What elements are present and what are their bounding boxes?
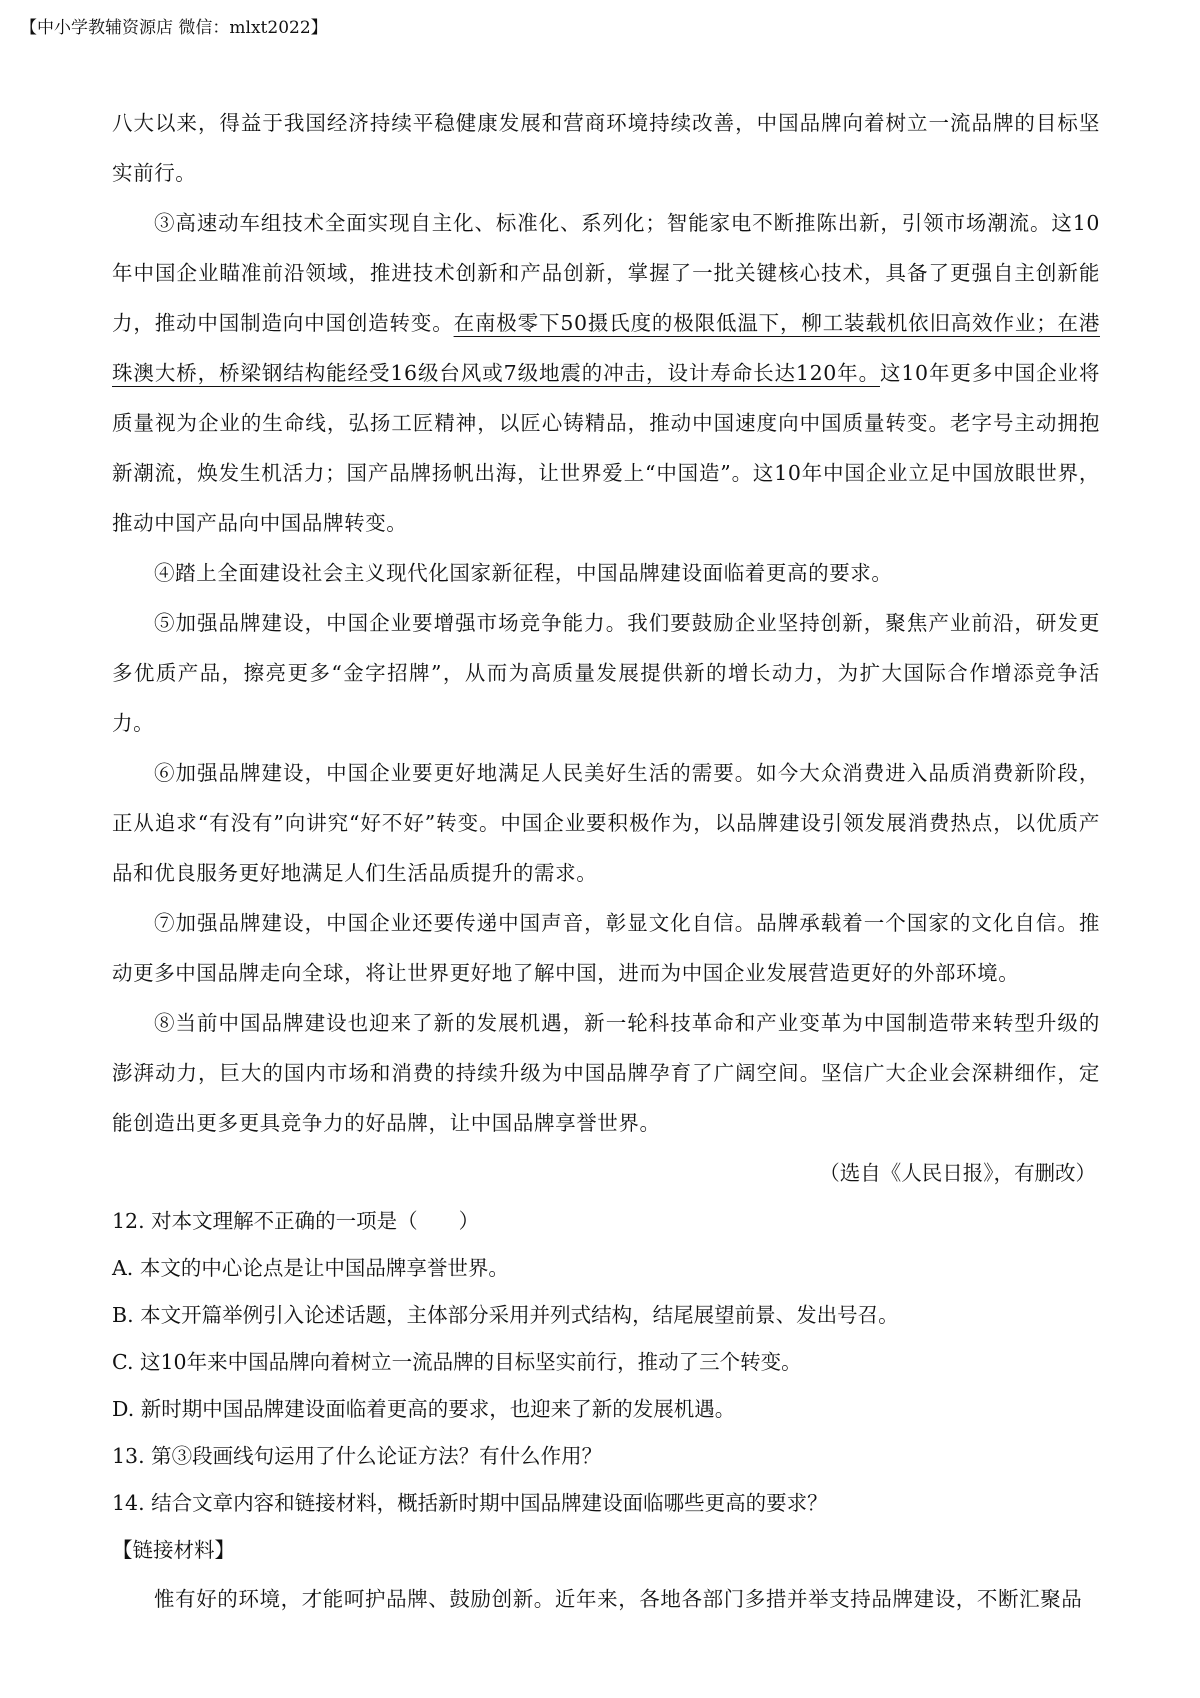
question-12-option-d: D. 新时期中国品牌建设面临着更高的要求，也迎来了新的发展机遇。 bbox=[112, 1397, 736, 1421]
article-paragraph-8: ⑧当前中国品牌建设也迎来了新的发展机遇，新一轮科技革命和产业变革为中国制造带来转型升级的澎湃动力，巨大的国内市场和消费的持续升级为中国品牌孕育了广阔空间。坚信广大企业会深耕细作，定能创造出更多更具竞争力的好品牌，让中国品牌享誉世界。 bbox=[112, 1011, 1100, 1135]
article-paragraph-5: ⑤加强品牌建设，中国企业要增强市场竞争能力。我们要鼓励企业坚持创新，聚焦产业前沿，研发更多优质产品，擦亮更多“金字招牌”，从而为高质量发展提供新的增长动力，为扩大国际合作增添竞争活力。 bbox=[112, 611, 1100, 735]
question-13: 13. 第③段画线句运用了什么论证方法？有什么作用？ bbox=[112, 1444, 603, 1468]
document-page bbox=[112, 98, 1100, 1624]
article-paragraph-4: ④踏上全面建设社会主义现代化国家新征程，中国品牌建设面临着更高的要求。 bbox=[154, 561, 893, 585]
article-paragraph-7: ⑦加强品牌建设，中国企业还要传递中国声音，彰显文化自信。品牌承载着一个国家的文化自信。推动更多中国品牌走向全球，将让世界更好地了解中国，进而为中国企业发展营造更好的外部环境。 bbox=[112, 911, 1100, 985]
link-material-text: 惟有好的环境，才能呵护品牌、鼓励创新。近年来，各地各部门多措并举支持品牌建设，不断汇聚品 bbox=[154, 1587, 1083, 1611]
question-12-option-a: A. 本文的中心论点是让中国品牌享誉世界。 bbox=[112, 1256, 509, 1280]
link-material-title: 【链接材料】 bbox=[112, 1538, 235, 1562]
article-paragraph-2-continued: 八大以来，得益于我国经济持续平稳健康发展和营商环境持续改善，中国品牌向着树立一流品牌的目标坚实前行。 bbox=[112, 111, 1100, 185]
header-note: 【中小学教辅资源店 微信：mlxt2022】 bbox=[20, 18, 328, 38]
article-source: （选自《人民日报》，有删改） bbox=[819, 1161, 1096, 1185]
question-12-option-b: B. 本文开篇举例引入论述话题，主体部分采用并列式结构，结尾展望前景、发出号召。 bbox=[112, 1303, 899, 1327]
paragraph-3-text-after: 这10年更多中国企业将质量视为企业的生命线，弘扬工匠精神，以匠心铸精品，推动中国速度向中国质量转变。老字号主动拥抱新潮流，焕发生机活力；国产品牌扬帆出海，让世界爱上“中国造”。这10年中国企业立足中国放眼世界，推动中国产品向中国品牌转变。 bbox=[112, 361, 1100, 535]
question-12: 12. 对本文理解不正确的一项是（ ） bbox=[112, 1209, 480, 1233]
article-paragraph-6: ⑥加强品牌建设，中国企业要更好地满足人民美好生活的需要。如今大众消费进入品质消费新阶段，正从追求“有没有”向讲究“好不好”转变。中国企业要积极作为，以品牌建设引领发展消费热点，以优质产品和优良服务更好地满足人们生活品质提升的需求。 bbox=[112, 761, 1100, 885]
question-12-option-c: C. 这10年来中国品牌向着树立一流品牌的目标坚实前行，推动了三个转变。 bbox=[112, 1350, 802, 1374]
article-paragraph-3 bbox=[112, 198, 1100, 548]
paragraph-3-text-before: ③高速动车组技术全面实现自主化、标准化、系列化；智能家电不断推陈出新，引领市场潮流。这10年中国企业瞄准前沿领域，推进技术创新和产品创新，掌握了一批关键核心技术，具备了更强自主创新能力，推动中国制造向中国创造转变。 bbox=[112, 211, 1100, 335]
underlined-sentence: 在南极零下50摄氏度的极限低温下，柳工装载机依旧高效作业；在港珠澳大桥，桥梁钢结构能经受16级台风或7级地震的冲击，设计寿命长达120年。 bbox=[112, 311, 1100, 385]
question-14: 14. 结合文章内容和链接材料，概括新时期中国品牌建设面临哪些更高的要求？ bbox=[112, 1491, 828, 1515]
